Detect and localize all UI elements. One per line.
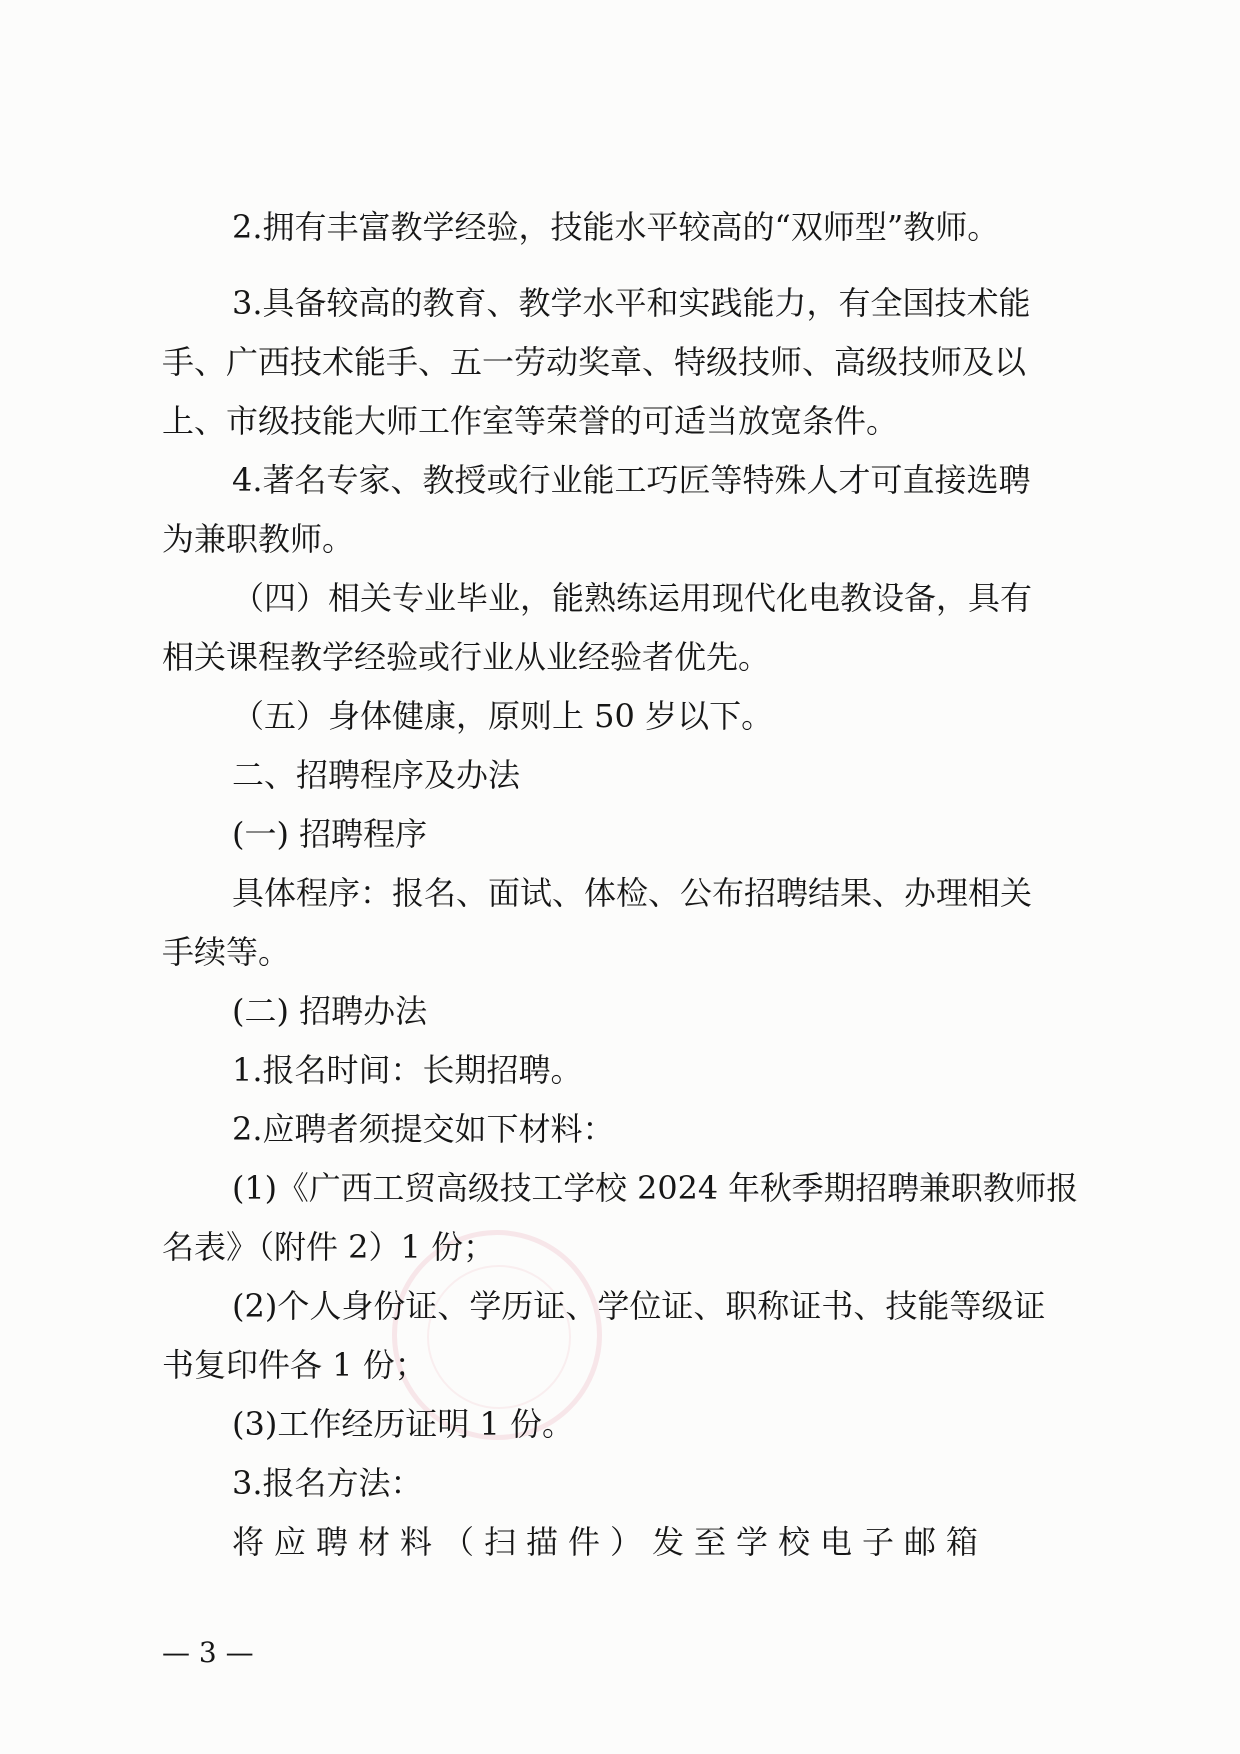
subheading-recruitment-method: (二) 招聘办法 — [232, 992, 428, 1030]
paragraph-section-four-line2: 相关课程教学经验或行业从业经验者优先。 — [162, 638, 771, 676]
section-heading-recruitment-procedure: 二、招聘程序及办法 — [232, 756, 521, 794]
paragraph-material-1-line2: 名表》（附件 2）1 份； — [162, 1228, 496, 1266]
paragraph-skill-requirement-line3: 上、市级技能大师工作室等荣誉的可适当放宽条件。 — [162, 402, 899, 440]
paragraph-email-submission: 将应聘材料（扫描件）发至学校电子邮箱 — [232, 1523, 989, 1561]
paragraph-double-teacher: 2.拥有丰富教学经验，技能水平较高的“双师型”教师。 — [232, 208, 1000, 246]
paragraph-material-2-line1: (2)个人身份证、学历证、学位证、职称证书、技能等级证 — [232, 1287, 1046, 1325]
paragraph-section-four-line1: （四）相关专业毕业，能熟练运用现代化电教设备，具有 — [232, 579, 1033, 617]
paragraph-registration-method: 3.报名方法： — [232, 1464, 423, 1502]
paragraph-procedure-line1: 具体程序：报名、面试、体检、公布招聘结果、办理相关 — [232, 874, 1033, 912]
paragraph-special-talent-line1: 4.著名专家、教授或行业能工巧匠等特殊人才可直接选聘 — [232, 461, 1031, 499]
page-number: — 3 — — [162, 1636, 254, 1669]
paragraph-special-talent-line2: 为兼职教师。 — [162, 520, 355, 558]
paragraph-material-3: (3)工作经历证明 1 份。 — [232, 1405, 575, 1443]
paragraph-skill-requirement-line1: 3.具备较高的教育、教学水平和实践能力，有全国技术能 — [232, 284, 1031, 322]
paragraph-material-1-line1: (1)《广西工贸高级技工学校 2024 年秋季期招聘兼职教师报 — [232, 1169, 1079, 1207]
paragraph-required-materials: 2.应聘者须提交如下材料： — [232, 1110, 615, 1148]
paragraph-skill-requirement-line2: 手、广西技术能手、五一劳动奖章、特级技师、高级技师及以 — [162, 343, 1027, 381]
subheading-recruitment-procedure: (一) 招聘程序 — [232, 815, 428, 853]
paragraph-section-five: （五）身体健康，原则上 50 岁以下。 — [232, 697, 774, 735]
paragraph-procedure-line2: 手续等。 — [162, 933, 291, 971]
paragraph-material-2-line2: 书复印件各 1 份； — [162, 1346, 427, 1384]
paragraph-registration-time: 1.报名时间：长期招聘。 — [232, 1051, 583, 1089]
